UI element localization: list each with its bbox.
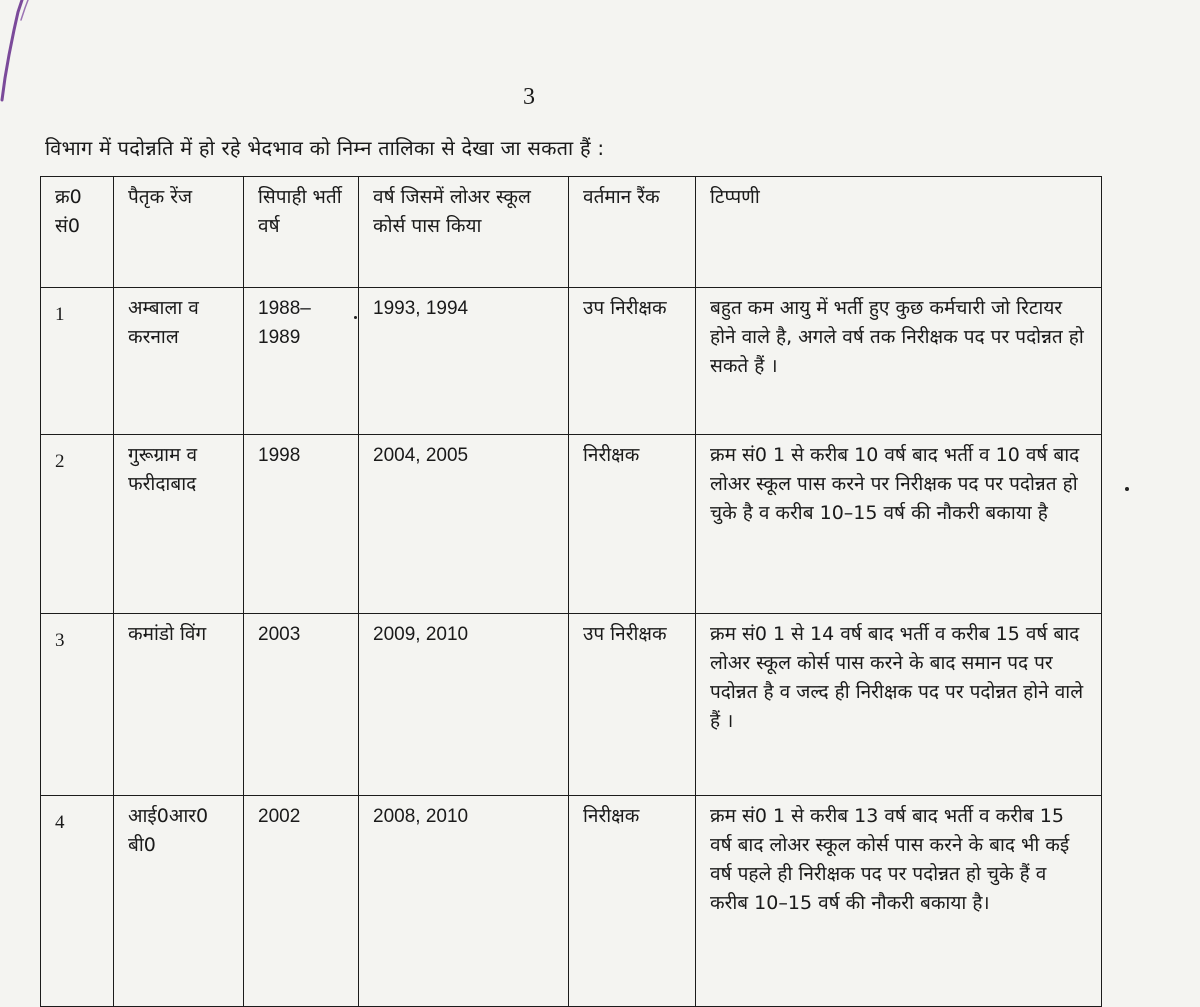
cell-rank: निरीक्षक (569, 435, 696, 614)
header-rank: वर्तमान रैंक (569, 177, 696, 288)
cell-recruit-year: 1998 (244, 435, 359, 614)
page-number: 3 (523, 84, 535, 110)
table-row (41, 796, 1102, 1007)
header-recruit-year: सिपाही भर्ती वर्ष (244, 177, 359, 288)
cell-remark: क्रम सं0 1 से करीब 13 वर्ष बाद भर्ती व करीब 15 वर्ष बाद लोअर स्कूल कोर्स पास करने के बाद भी कई वर्ष पहले ही निरीक्षक पद पर पदोन्नत हो चुके हैं व करीब 10–15 वर्ष की नौकरी बकाया है। (696, 796, 1102, 1007)
intro-text: विभाग में पदोन्नति में हो रहे भेदभाव को निम्न तालिका से देखा जा सकता हैं : (45, 136, 605, 160)
table-row (41, 288, 1102, 435)
header-range: पैतृक रेंज (114, 177, 244, 288)
header-remark: टिप्पणी (696, 177, 1102, 288)
header-sno: क्र0 सं0 (41, 177, 114, 288)
cell-sno: 4 (41, 796, 114, 1007)
cell-course-year: 2009, 2010 (359, 614, 569, 796)
cell-remark: बहुत कम आयु में भर्ती हुए कुछ कर्मचारी जो रिटायर होने वाले है, अगले वर्ष तक निरीक्षक पद पर पदोन्नत हो सकते हैं । (696, 288, 1102, 435)
ink-speck (354, 316, 357, 319)
cell-sno: 3 (41, 614, 114, 796)
cell-course-year: 2004, 2005 (359, 435, 569, 614)
cell-sno: 1 (41, 288, 114, 435)
cell-remark: क्रम सं0 1 से करीब 10 वर्ष बाद भर्ती व 10 वर्ष बाद लोअर स्कूल पास करने पर निरीक्षक पद पर पदोन्नत हो चुके है व करीब 10–15 वर्ष की नौकरी बकाया है (696, 435, 1102, 614)
cell-recruit-year: 1988–1989 (244, 288, 359, 435)
ink-speck (1125, 487, 1129, 491)
cell-rank: उप निरीक्षक (569, 614, 696, 796)
cell-rank: उप निरीक्षक (569, 288, 696, 435)
cell-remark: क्रम सं0 1 से 14 वर्ष बाद भर्ती व करीब 15 वर्ष बाद लोअर स्कूल कोर्स पास करने के बाद समान पद पर पदोन्नत है व जल्द ही निरीक्षक पद पर पदोन्नत होने वाले हैं । (696, 614, 1102, 796)
table-header-row (41, 177, 1102, 288)
cell-range: आई0आर0 बी0 (114, 796, 244, 1007)
promotion-table (40, 176, 1102, 1007)
cell-recruit-year: 2002 (244, 796, 359, 1007)
cell-range: कमांडो विंग (114, 614, 244, 796)
cell-sno: 2 (41, 435, 114, 614)
table-row (41, 435, 1102, 614)
header-course-year: वर्ष जिसमें लोअर स्कूल कोर्स पास किया (359, 177, 569, 288)
cell-rank: निरीक्षक (569, 796, 696, 1007)
cell-range: अम्बाला व करनाल (114, 288, 244, 435)
cell-course-year: 2008, 2010 (359, 796, 569, 1007)
cell-range: गुरूग्राम व फरीदाबाद (114, 435, 244, 614)
table-row (41, 614, 1102, 796)
cell-recruit-year: 2003 (244, 614, 359, 796)
cell-course-year: 1993, 1994 (359, 288, 569, 435)
